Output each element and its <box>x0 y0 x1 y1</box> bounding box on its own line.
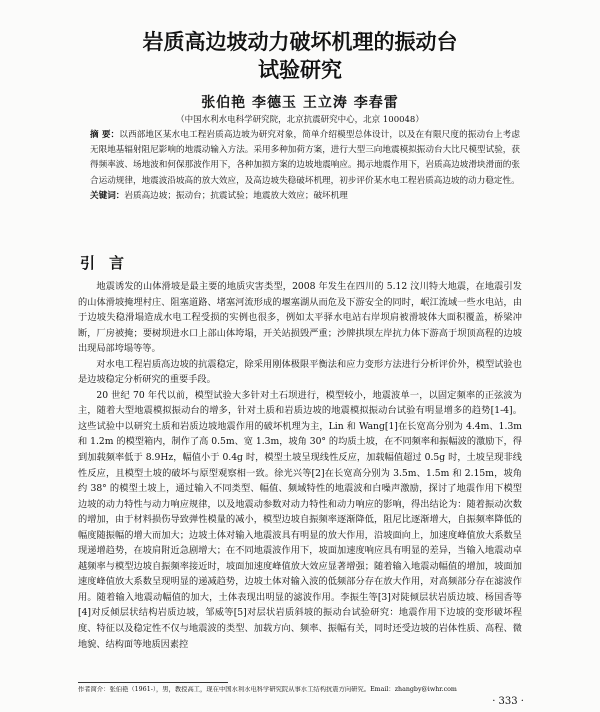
paragraph-3: 20 世纪 70 年代以前，模型试验大多针对土石坝进行，模型较小，地震波单一，以固定频率的正弦波为主，随着大型地震模拟振动台的增多，针对土质和岩质边坡的地震模拟振动台试验有明显增多的趋势[1-4]。这些试验中以研究土质和岩质边坡地震作用的破坏机理为主，Lin 和 Wang[1]在长宽高分别为 4.4m、1.3m 和 1.2m 的模型箱内，制作了高 0.5m、宽 1.3m，坡角 30° 的均质土坡，在不同频率和振幅波的激励下，得到加载频率低于 8.9Hz，幅值小于 0.4g 时，模型土坡呈现线性反应，加载幅值超过 0.5g 时，土坡呈现非线性反应，且模型土坡的破坏与原型观察相一致。徐光兴等[2]在长宽高分别为 3.5m、1.5m 和 2.15m，坡角约 38° 的模型土坡上，通过输入不同类型、幅值、频域特性的地震波和白噪声激励，探讨了地震作用下模型边坡的动力特性与动力响应规律，以及地震动参数对动力特性和动力响应的影响，得出结论为：随着振动次数的增加，由于材料损伤导致弹性模量的减小，模型边坡自振频率逐渐降低，阻尼比逐渐增大，自振频率降低的幅度随振幅的增大而加大；边坡土体对输入地震波具有明显的放大作用，沿坡面向上，加速度峰值放大系数呈现递增趋势，在坡肩附近急剧增大；在不同地震波作用下，坡面加速度响应具有明显的差异，当输入地震动卓越频率与模型边坡自振频率接近时，坡面加速度峰值放大效应显著增强；随着输入地震动幅值的增加，坡面加速度峰值放大系数呈现明显的递减趋势，边坡土体对输入波的低频部分存在放大作用，对高频部分存在滤波作用。随着输入地震动幅值的加大，土体表现出明显的滤波作用。李振生等[3]对陡倾层状岩质边坡、杨国香等[4]对反倾层状结构岩质边坡，邹威等[5]对层状岩质斜坡的振动台试验研究：地震作用下边坡的变形破坏程度、特征以及稳定性不仅与地震波的类型、加载方向、频率、振幅有关，同时还受边坡的岩体性质、高程、微地貌、结构面等地质因素控 <box>78 389 522 650</box>
keywords-text: 岩质高边坡；振动台；抗震试验；地震放大效应；破坏机理 <box>124 190 348 201</box>
body-text <box>78 279 522 652</box>
keywords <box>90 189 520 204</box>
section-heading-intro: 引言 <box>80 254 139 272</box>
author-footnote: 作者简介：张伯艳（1961-），男，教授高工，现在中国水利水电科学研究院从事水工结构抗震方向研究。Email：zhangby@iwhr.com <box>78 686 457 693</box>
paragraph-2: 对水电工程岩质高边坡的抗震稳定，除采用刚体极限平衡法和应力变形方法进行分析评价外，模型试验也是边坡稳定分析研究的重要手段。 <box>78 358 522 386</box>
paragraph-1: 地震诱发的山体滑坡是最主要的地质灾害类型，2008 年发生在四川的 5.12 汶川特大地震，在地震引发的山体滑坡掩埋村庄、阻塞道路、堵塞河流形成的堰塞湖从而危及下游安全的同时，岷江流域一些水电站，由于边坡失稳滑塌造成水电工程受损的实例也很多，例如太平驿水电站右岸坝肩被滑坡体大面积覆盖，桥梁冲断，厂房被掩；要树坝进水口上部山体垮塌，开关站损毁严重；沙牌拱坝左岸抗力体下游高于坝顶高程的边坡出现局部垮塌等等。 <box>78 281 522 355</box>
footnote-rule <box>78 682 228 683</box>
abstract-label: 摘 要： <box>90 130 120 140</box>
abstract <box>90 128 520 189</box>
keywords-label: 关键词： <box>90 190 125 201</box>
affiliation: （中国水利水电科学研究院，北京抗震研究中心，北京 100048） <box>176 115 424 125</box>
abstract-text: 以西部地区某水电工程岩质高边坡为研究对象，简单介绍模型总体设计，以及在有限尺度的振动台上考虑无限地基辐射阻尼影响的地震动输入方法。采用多种加荷方案，进行大型三向地震模拟振动台大比尺模型试验，获得频率波、场地波和何保那波作用下，各种加损方案的边坡地震响应。揭示地震作用下，岩质高边坡滑块滑面的张合运动规律，地震波沿坡高的放大效应，及高边坡失稳破坏机理，初步评价某水电工程岩质高边坡的动力稳定性。 <box>90 130 520 186</box>
authors: 张伯艳 李德玉 王立涛 李春雷 <box>201 95 399 111</box>
title-line-1: 岩质高边坡动力破坏机理的振动台 <box>142 30 458 54</box>
abstract-block <box>90 128 520 204</box>
page-number: · 333 · <box>492 696 524 707</box>
title-line-2: 试验研究 <box>258 58 342 82</box>
